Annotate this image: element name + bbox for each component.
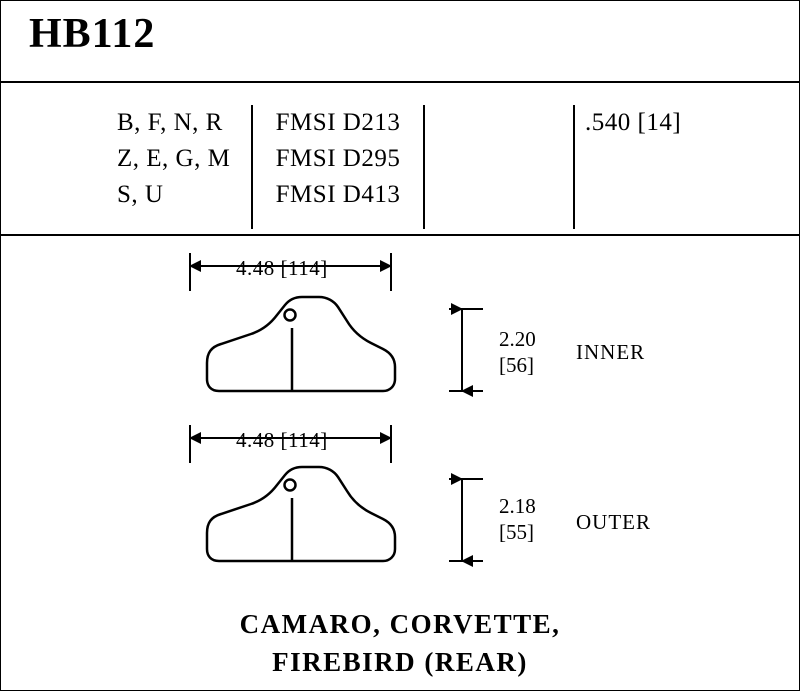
- compound-code-row: B, F, N, R: [117, 109, 223, 136]
- pad-2-width-arrow: [190, 425, 391, 463]
- pad-2-width-dim: 4.48 [114]: [236, 428, 328, 452]
- pad-2-outline: [207, 467, 395, 561]
- application-line: FIREBIRD (REAR): [272, 647, 528, 677]
- pad-2-position-label: OUTER: [576, 510, 651, 534]
- fmsi-row: FMSI D213: [275, 109, 401, 136]
- application-line: CAMARO, CORVETTE,: [239, 609, 561, 639]
- application-footer: [1, 605, 799, 681]
- fmsi-row: FMSI D413: [275, 181, 401, 208]
- pad-2-height-mm: [55]: [499, 520, 534, 544]
- pad-1-height-inch: 2.20: [499, 327, 536, 351]
- pad-1-height-arrow: [449, 309, 483, 391]
- pad-drawings: [1, 1, 800, 691]
- compound-code-row: Z, E, G, M: [117, 145, 231, 172]
- thickness-row: .540 [14]: [585, 109, 682, 136]
- pad-1-height-mm: [56]: [499, 353, 534, 377]
- pad-2-height-inch: 2.18: [499, 494, 536, 518]
- compound-code-row: S, U: [117, 181, 164, 208]
- pad-2-height-arrow: [449, 479, 483, 561]
- page-title: HB112: [29, 11, 156, 57]
- pad-1-position-label: INNER: [576, 340, 646, 364]
- pad-1-width-dim: 4.48 [114]: [236, 256, 328, 280]
- pad-1-outline: [207, 297, 395, 391]
- pad-1-width-arrow: [190, 253, 391, 291]
- fmsi-row: FMSI D295: [275, 145, 401, 172]
